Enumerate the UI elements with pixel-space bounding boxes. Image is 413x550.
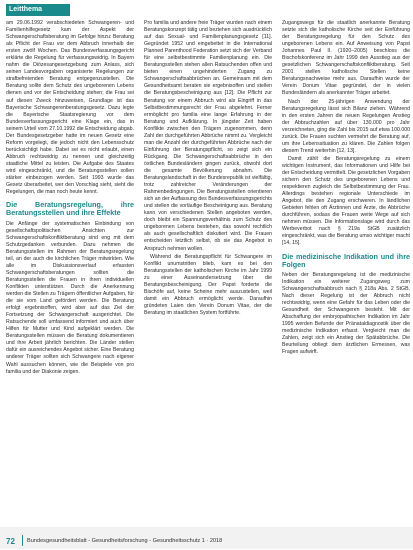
paragraph: Pro familia und andere freie Träger wurden nach einem Beratungskonzept tätig und beziehen sich ausdrücklich auf das Sexual- und Familienplanungsgesetz [11]. Gegründet 1952 und eingebettet in die International Planned Parenthood Federation setzt sich der Verband für eine selbstbestimmte Familienplanung ein. Die Beratungsstellen stehen allen Ratsuchenden offen und bieten einen ungehinderten Zugang zu Schwangerschaftsabbrüchen an. Gemeinsam mit dem Gesundheitsamt beraten sie ergebnisoffen und stellen die Beratungsbescheinigung aus [12]. Die Pflicht zur Beratung vor einem Abbruch wird als Eingriff in das Selbstbestimmungsrecht der Frau abgelehnt. Ferner ermöglicht pro familia eine lange Erfahrung in der Beratung und Aufklärung. In jüngster Zeit haben Konflikte zwischen den Trägern zugenommen, denn Zahl der durchgeführten Abbrüche nimmt zu. Vergleicht man die Anzahl der durchgeführten Abbrüche nach der Einführung der Beratungspflicht, so zeigt sich ein Rückgang. Die Schwangerschaftsabbrüche in den östlichen Bundesländern gingen zurück, obwohl dort die gesamte Bevölkerung abnahm. Die Beratungslandschaft in der Bundesrepublik ist vielfältig, trotz zahlreicher Veränderungen der Rahmenbedingungen. Die Beratungsstellen orientieren sich an der Auffassung des Bundesverfassungsgerichts und stellen die vorläufige Bescheinigung aus. Beratung kann von verschiedenen Stellen angeboten werden, doch bleibt ein Spannungsverhältnis zum Schutz des ungeborenen Lebens bestehen, das sowohl rechtlich als auch gesellschaftlich diskutiert wird. Die Frauen entscheiden letztlich selbst, ob sie das Angebot in Anspruch nehmen wollen. [144, 20, 272, 252]
paragraph: am 29.06.1992 verabschiedeten Schwangeren- und Familienhilfegesetz kam der Aspekt der Schwangerschaftsberatung im Gefolge hinzu: Beratung als Pflicht der Frau vor dem Abbruch innerhalb der ersten zwölf Wochen. Das Bundesverfassungsgericht erklärte die Regelung für verfassungswidrig. In Bayern nahm die Diözesangesetzgebung zum Anlass, sich seinen Landesvorgaben organisierte Regelungen zur strafbefreienden Beratung entgegenzustellen. Die Beratung sollte dem Schutz des ungeborenen Lebens dienen und vor der Entscheidung stehen; die Frau sei auf diesen Zweck hinzuweisen, Grundlage ist das Bayerische Schwangerenberatungsgesetz. Dazu legte die Bayerische Staatsregierung vor dem Bundesverfassungsgericht eine Klage ein, das in seinem Urteil vom 27.10.1992 die Entscheidung abgab. Der Bundesgesetzgeber hatte im neuen Gesetz eine Reform vorgelegt, die jedoch nicht den Lebensschutz berücksichtigt habe. Dabei sei es nicht erlaubt, einen Abbruch rechtswidrig zu nennen und gleichzeitig staatliche Mittel zu leisten. Die Aufgabe des Staates wird eingeschränkt, und die Beratungsstellen sollen stärker einbezogen werden. Seit 1993 wurde das Gesetz überarbeitet, wer den Vorschlag sieht, sieht die Regelungen, die man noch heute kennt. [6, 20, 134, 196]
paragraph: Während die Beratungspflicht für Schwangere im Konflikt unumstritten blieb, kam es bei den Beratungsstellen der katholischen Kirche im Jahr 1999 zu einer Auseinandersetzung über die Beratungsbescheinigung. Der Papst forderte die Bischöfe auf, keine Scheine mehr auszustellen, weil damit ein Abbruch ermöglicht werde. Daraufhin gründeten Laien den Verein Donum Vitae, der die Beratung im staatlichen System fortführte. [144, 253, 272, 316]
article-body [6, 20, 410, 525]
paragraph: Die Anfänge der systematischen Einbindung von gesellschaftspolitischen Ansichten zur Schwangerschaftskonfliktberatung sind eng mit dem Schutzgedanken verbunden. Dazu nehmen die Beratungsstellen im Rahmen der Beratungsregelung teil, an der auch die kirchlichen Träger mitwirkten. Wie alle im Diskussionsverlauf erfassten Schwangerschaftsberatungen sollten die Beratungsstellen die Frauen in ihren individuellen Konflikten unterstützen. Durch die Anerkennung werden die Stellen zu Trägern öffentlicher Aufgaben, für die sie vom Land gefördert werden. Die Beratung erfolgt ergebnisoffen, wird aber auf das Ziel der Fortsetzung der Schwangerschaft ausgerichtet. Die Ratsuchende soll umfassend informiert und auch über Hilfen für Mutter und Kind aufgeklärt werden. Die Beratungsstellen müssen die Beratung dokumentieren und ihre Arbeit jährlich berichten. Die Länder stellen dafür ein ausreichendes Angebot sicher. Eine Beratung anderer Träger sollten sich Schwangere nach eigener Wahl aussuchen können, wie die Beispiele von pro familia und der Diakonie zeigen. [6, 220, 134, 375]
paragraph: Damit zählt die Beratungsregelung zu einem wichtigen Instrument, das Informationen und Hilfe bei der Entscheidung vermittelt. Die gesetzlichen Vorgaben sichern den Schutz des ungeborenen Lebens und respektieren zugleich die Selbstbestimmung der Frau. Allerdings bestehen regionale Unterschiede im Angebot, die den Zugang erschweren. In ländlichen Gebieten fehlen oft Ärztinnen und Ärzte, die Abbrüche durchführen, sodass die Frauen weite Wege auf sich nehmen müssen. Die Informationslage wird durch das Werbeverbot nach § 219a StGB zusätzlich eingeschränkt, was die Beratung umso wichtiger macht [14, 15]. [282, 155, 410, 247]
footer-divider [22, 535, 23, 546]
paragraph: Neben der Beratungsregelung ist die medizinische Indikation ein weiterer Zugangsweg zum Schwangerschaftsabbruch nach § 218a Abs. 2 StGB. Nach dieser Regelung ist der Abbruch nicht rechtswidrig, wenn eine Gefahr für das Leben oder die Gesundheit der Schwangeren besteht. Mit der Abschaffung der embryopathischen Indikation im Jahr 1995 werden Befunde der Pränataldiagnostik über die medizinische Indikation erfasst. Vergleicht man die Zahlen, zeigt sich ein Anstieg der Spätabbrüche. Die Beurteilung obliegt dem ärztlichen Ermessen, was Fragen aufwirft. [282, 271, 410, 356]
section-tag: Leitthema [6, 4, 70, 16]
column-3 [282, 20, 410, 525]
section-heading: Die Beratungsregelung, ihre Beratungsstellen und ihre Effekte [6, 200, 134, 218]
paragraph: Zugangswegs für die staatlich anerkannte Beratung setzte sich die katholische Kirche seit der Einführung der Beratungsregelung für den Schutz des ungeborenen Lebens ein. Auf Anweisung von Papst Johannes Paul II. (1920–2005) beschloss die Bischofskonferenz im Jahr 1999 den Ausstieg aus der gesetzlichen Schwangerschaftskonfliktberatung. Seit 2001 stellen katholische Stellen keine Beratungsnachweise mehr aus. Daraufhin wurde der Verein Donum Vitae gegründet, der in vielen Bundesländern als anerkannter Träger arbeitet. [282, 20, 410, 97]
section-heading: Die medizinische Indikation und ihre Folgen [282, 251, 410, 269]
column-2 [144, 20, 272, 525]
paragraph: Nach der 25-jährigen Anwendung der Beratungsregelung lässt sich Bilanz ziehen. Während in den ersten Jahren die neuen Regelungen Anstieg der Abbruchzahlen auf über 130.000 pro Jahr verzeichneten, ging die Zahl bis 2015 auf etwa 100.000 zurück. Die Frauen suchten vermehrt die Beratung auf, um ihre Lebenssituation zu klären. Die Zahlen folgen diesem Trend weiterhin [12, 13]. [282, 98, 410, 154]
journal-citation: Bundesgesundheitsblatt - Gesundheitsforschung - Gesundheitsschutz 1 · 2018 [27, 538, 223, 544]
page-number: 72 [6, 537, 15, 546]
column-1 [6, 20, 134, 525]
